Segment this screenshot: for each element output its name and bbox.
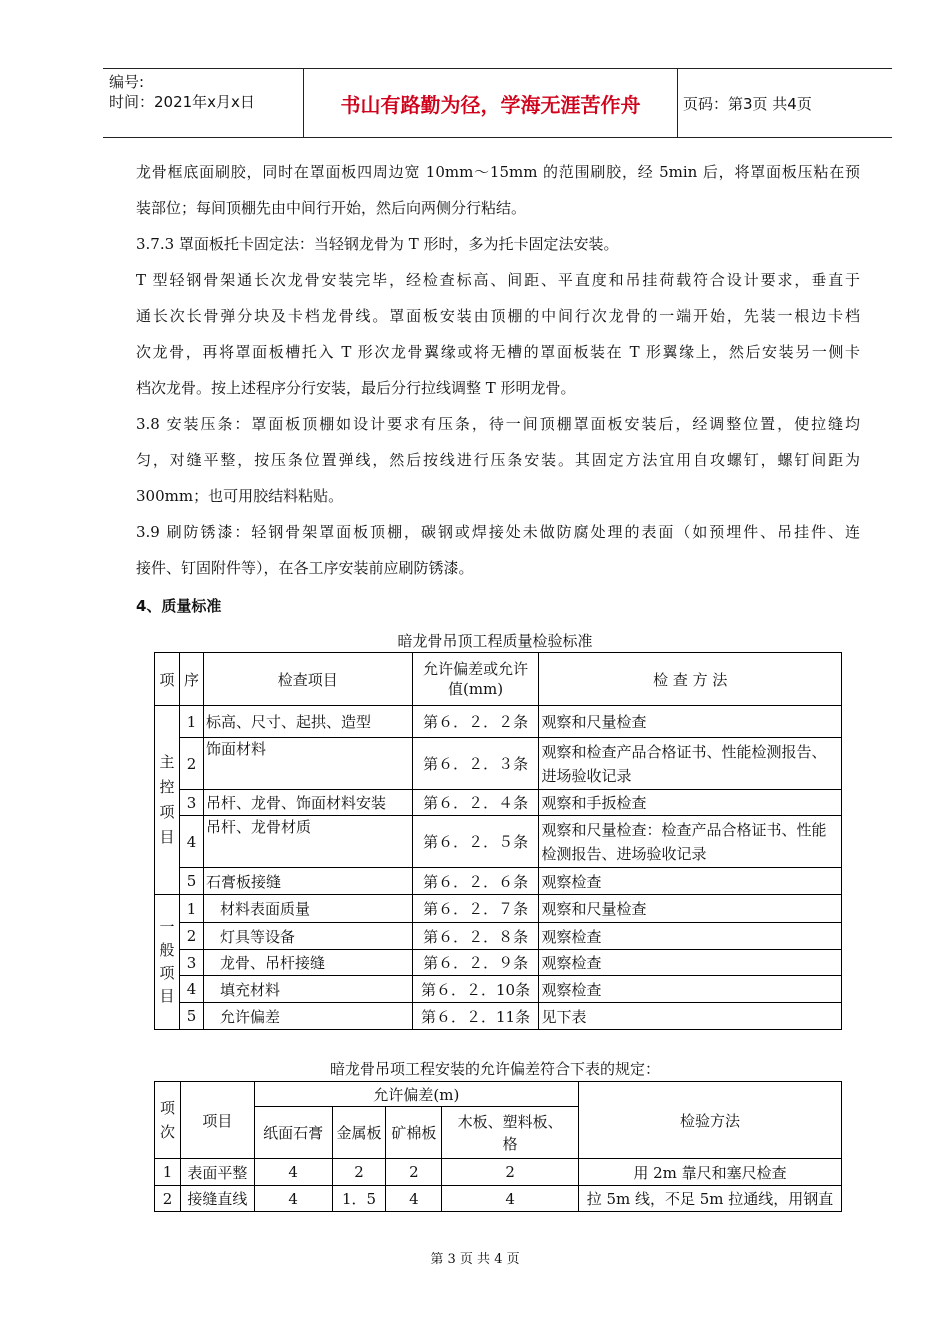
- paragraph-line: 3.8 安装压条：罩面板顶棚如设计要求有压条，待一间顶棚罩面板安装后，经调整位置，使拉缝均: [136, 415, 860, 433]
- table2-caption: 暗龙骨吊项工程安装的允许偏差符合下表的规定：: [329, 1060, 660, 1078]
- table-row: [155, 1159, 842, 1186]
- motto: 书山有路勤为径，学海无涯苦作舟: [304, 69, 678, 137]
- paragraph-line: 300mm；也可用胶结料粘贴。: [136, 487, 344, 505]
- table-row: [155, 923, 842, 950]
- header-tolerance: 允许偏差(m): [254, 1082, 578, 1107]
- row-clause: 第６．２．３条: [412, 738, 539, 790]
- row-method: 观察检查: [539, 976, 842, 1003]
- header-no: 项 次: [155, 1082, 181, 1159]
- number-label: 编号:: [109, 73, 145, 91]
- row-seq: 3: [179, 950, 203, 976]
- header-item: 项: [155, 653, 180, 706]
- header-method: 检 查 方 法: [539, 653, 842, 706]
- page-header: [103, 68, 892, 138]
- table-header-row: [155, 653, 842, 706]
- table1-caption: 暗龙骨吊顶工程质量检验标准: [397, 632, 593, 650]
- table-row: [155, 790, 842, 816]
- header-tolerance-line1: 允许偏差或允许: [423, 660, 529, 678]
- row-method: 观察和尺量检查: [539, 706, 842, 738]
- page-info: 页码：第3页 共4页: [683, 94, 812, 113]
- row-item: 标高、尺寸、起拱、造型: [203, 706, 412, 738]
- header-item: 项目: [180, 1082, 254, 1159]
- row-seq: 2: [179, 923, 203, 950]
- row-clause: 第６．２．８条: [412, 923, 539, 950]
- header-seq: 序: [179, 653, 203, 706]
- row-seq: 2: [179, 738, 203, 790]
- header-tolerance-line2: 值(mm): [447, 680, 504, 698]
- row-clause: 第６．２．９条: [412, 950, 539, 976]
- table-row: [155, 816, 842, 868]
- header-check-item: 检查项目: [203, 653, 412, 706]
- row-seq: 5: [179, 1003, 203, 1030]
- row-method: 观察检查: [539, 923, 842, 950]
- page-footer: 第 3 页 共 4 页: [430, 1252, 520, 1267]
- paragraph-line: 装部位；每间顶棚先由中间行开始，然后向两侧分行粘结。: [136, 199, 527, 217]
- row-item: 允许偏差: [203, 1003, 412, 1030]
- row-clause: 第６．２．５条: [412, 816, 539, 868]
- row-method: 观察检查: [539, 868, 842, 895]
- row-wood: 4: [442, 1186, 579, 1212]
- row-seq: 5: [179, 868, 203, 895]
- table-row: [155, 738, 842, 790]
- row-seq: 4: [179, 976, 203, 1003]
- row-method: 用 2m 靠尺和塞尺检查: [579, 1159, 842, 1186]
- group-general: 一 般 项 目: [155, 895, 180, 1030]
- row-seq: 3: [179, 790, 203, 816]
- row-method: 观察检查: [539, 950, 842, 976]
- table-row: [155, 950, 842, 976]
- row-mineral: 4: [386, 1186, 442, 1212]
- row-clause: 第６．２．７条: [412, 895, 539, 923]
- row-item: 吊杆、龙骨、饰面材料安装: [203, 790, 412, 816]
- row-seq: 4: [179, 816, 203, 868]
- row-clause: 第６．２．10条: [412, 976, 539, 1003]
- table-row: [155, 1003, 842, 1030]
- paragraph-line: 档次龙骨。按上述程序分行安装，最后分行拉线调整 T 形明龙骨。: [136, 379, 576, 397]
- quality-standard-table: [154, 652, 842, 1030]
- paragraph-line: 3.9 刷防锈漆：轻钢骨架罩面板顶棚，碳钢或焊接处未做防腐处理的表面（如预埋件、吊挂件、连: [136, 523, 860, 541]
- table-row: [155, 868, 842, 895]
- row-seq: 1: [179, 895, 203, 923]
- table-row: [155, 895, 842, 923]
- table-row: [155, 976, 842, 1003]
- paragraph-line: 龙骨框底面刷胶，同时在罩面板四周边宽 10mm～15mm 的范围刷胶，经 5min 后，将罩面板压粘在预: [136, 163, 860, 181]
- row-item: 龙骨、吊杆接缝: [203, 950, 412, 976]
- row-metal: 2: [332, 1159, 386, 1186]
- paragraph-line: T 型轻钢骨架通长次龙骨安装完毕，经检查标高、间距、平直度和吊挂荷载符合设计要求，垂直于: [136, 271, 860, 289]
- group-main-control: 主 控 项 目: [155, 706, 180, 895]
- paragraph-line: 接件、钉固附件等），在各工序安装前应刷防锈漆。: [136, 559, 474, 577]
- section-heading: 4、质量标准: [136, 597, 222, 615]
- header-mineral: 矿棉板: [386, 1107, 442, 1159]
- row-clause: 第６．２．11条: [412, 1003, 539, 1030]
- row-mineral: 2: [386, 1159, 442, 1186]
- table-row: [155, 1186, 842, 1212]
- paragraph-line: 3.7.3 罩面板托卡固定法：当轻钢龙骨为 T 形时，多为托卡固定法安装。: [136, 235, 619, 253]
- row-item: 材料表面质量: [203, 895, 412, 923]
- row-item: 吊杆、龙骨材质: [203, 816, 412, 868]
- header-metal: 金属板: [332, 1107, 386, 1159]
- row-method: 拉 5m 线，不足 5m 拉通线，用钢直: [579, 1186, 842, 1212]
- header-method: 检验方法: [579, 1082, 842, 1159]
- row-clause: 第６．２．２条: [412, 706, 539, 738]
- paragraph-line: 次龙骨，再将罩面板槽托入 T 形次龙骨翼缘或将无槽的罩面板装在 T 形翼缘上，然后安装另一侧卡: [136, 343, 860, 361]
- row-wood: 2: [442, 1159, 579, 1186]
- row-method: 观察和尺量检查：检查产品合格证书、性能检测报告、进场验收记录: [539, 816, 842, 868]
- allowable-deviation-table: [154, 1081, 842, 1212]
- row-item: 饰面材料: [203, 738, 412, 790]
- row-method: 见下表: [539, 1003, 842, 1030]
- row-item: 填充材料: [203, 976, 412, 1003]
- table-header-row: [155, 1082, 842, 1107]
- row-method: 观察和检查产品合格证书、性能检测报告、进场验收记录: [539, 738, 842, 790]
- row-item: 表面平整: [180, 1159, 254, 1186]
- header-tolerance: [412, 653, 539, 706]
- row-item: 灯具等设备: [203, 923, 412, 950]
- header-gypsum: 纸面石膏: [254, 1107, 332, 1159]
- row-gypsum: 4: [254, 1186, 332, 1212]
- row-clause: 第６．２．６条: [412, 868, 539, 895]
- row-clause: 第６．２．４条: [412, 790, 539, 816]
- row-no: 2: [155, 1186, 181, 1212]
- row-method: 观察和手扳检查: [539, 790, 842, 816]
- header-meta: [103, 69, 304, 137]
- row-seq: 1: [179, 706, 203, 738]
- paragraph-line: 通长次长骨弹分块及卡档龙骨线。罩面板安装由顶棚的中间行次龙骨的一端开始，先装一根边卡档: [136, 307, 860, 325]
- row-metal: 1．5: [332, 1186, 386, 1212]
- row-method: 观察和尺量检查: [539, 895, 842, 923]
- row-no: 1: [155, 1159, 181, 1186]
- header-wood: 木板、塑料板、 格: [442, 1107, 579, 1159]
- row-item: 接缝直线: [180, 1186, 254, 1212]
- row-gypsum: 4: [254, 1159, 332, 1186]
- paragraph-line: 匀，对缝平整，按压条位置弹线，然后按线进行压条安装。其固定方法宜用自攻螺钉，螺钉间距为: [136, 451, 860, 469]
- row-item: 石膏板接缝: [203, 868, 412, 895]
- time-label: 时间：2021年x月x日: [109, 93, 255, 111]
- table-row: [155, 706, 842, 738]
